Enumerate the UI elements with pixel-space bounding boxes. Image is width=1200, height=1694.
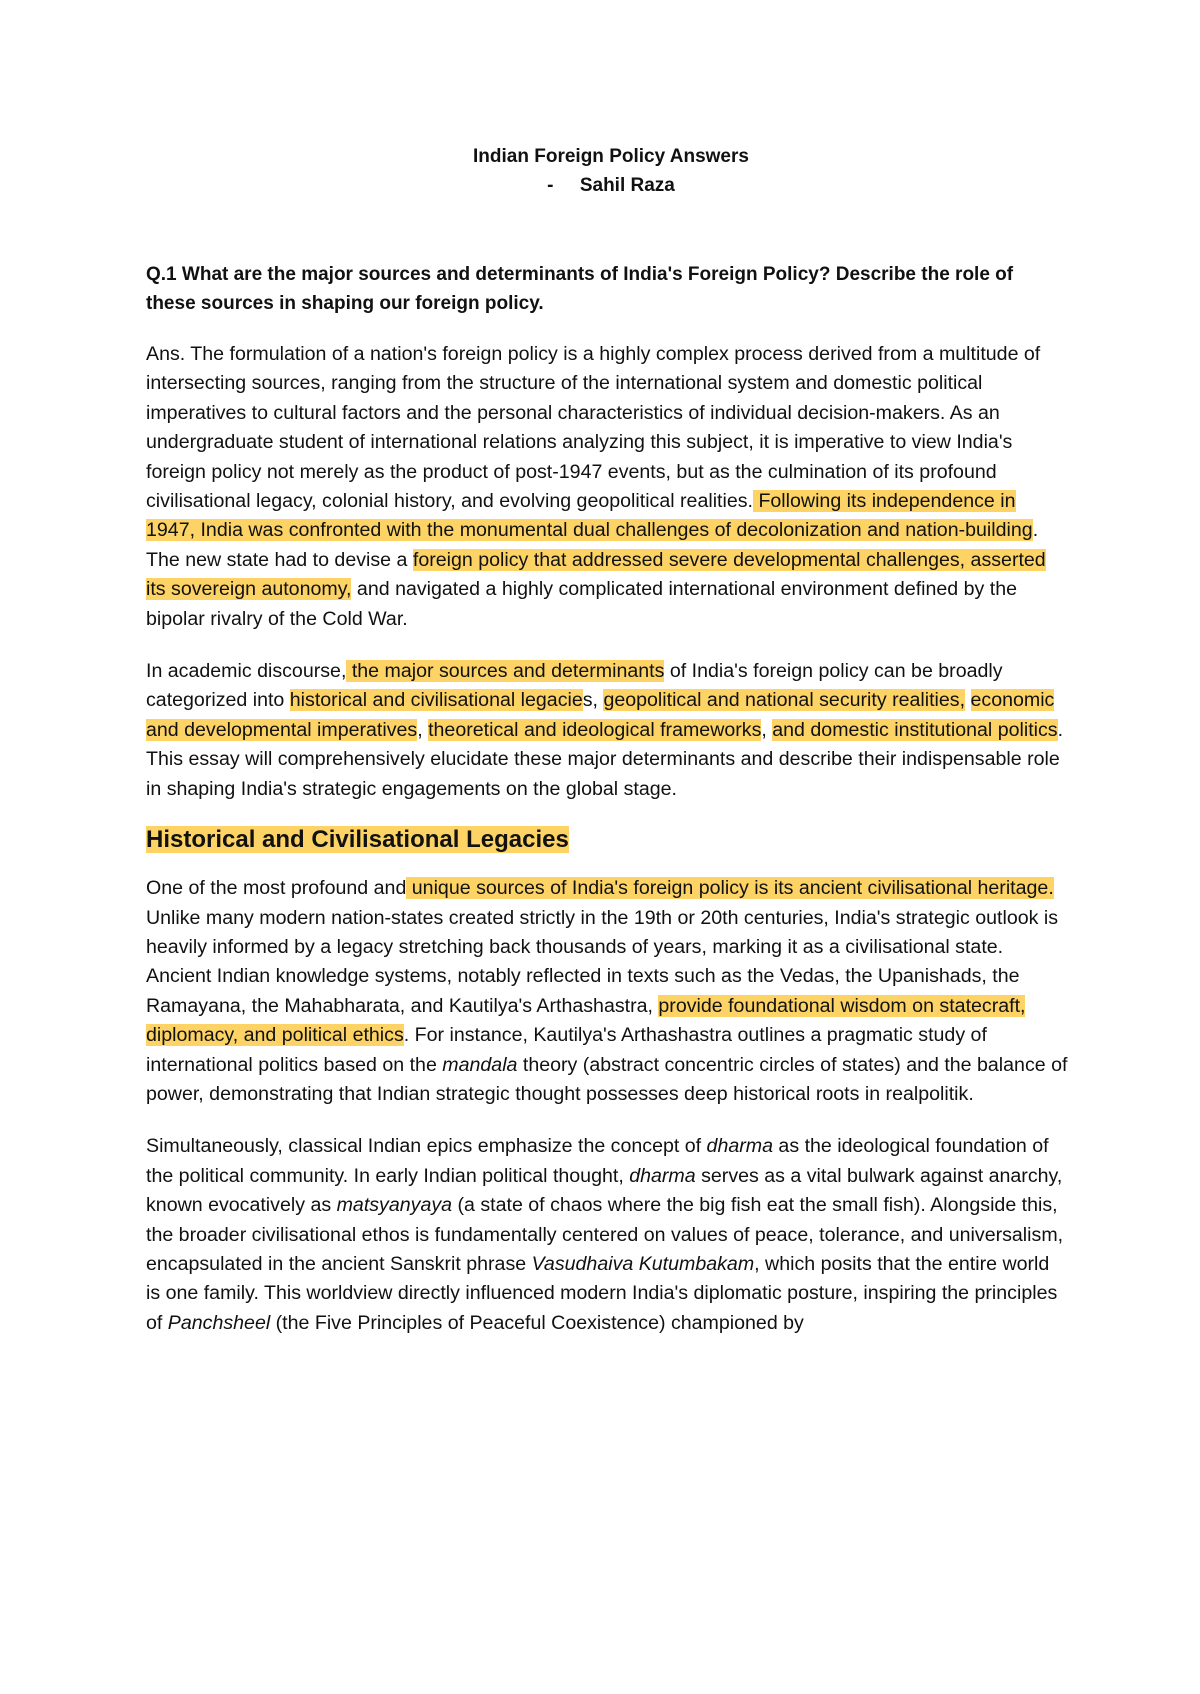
text-span: Unlike many modern nation-states created strictly in the 19th or 20th centuries, India's strategic outlook is heavily informed by a legacy stretching back thousands of years, marking it as a civilisational state. Ancient Indian knowledge systems, notably reflected in texts such as the Vedas, the Upanishads, the Ramayana, the Mahabharata, and Kautilya's Arthashastra, bbox=[146, 906, 1059, 1017]
text-span: and navigated a highly complicated international environment defined by the bipolar rivalry of the Cold War. bbox=[146, 578, 1018, 630]
highlight: historical and civilisational legacie bbox=[289, 689, 583, 712]
highlight: provide foundational wisdom on statecraft, diplomacy, and political ethics bbox=[146, 994, 1026, 1047]
text-span: . This essay will comprehensively elucidate these major determinants and describe their indispensable role in shaping India's strategic engagements on the global stage. bbox=[146, 718, 1064, 800]
text-span bbox=[965, 689, 970, 711]
body-paragraph-3 bbox=[146, 874, 1068, 1109]
highlight: unique sources of India's foreign policy is its ancient civilisational heritage. bbox=[406, 877, 1054, 900]
text-span: (a state of chaos where the big fish eat the small fish). Alongside this, the broader civilisational ethos is fundamentally centered on values of peace, tolerance, and universalism, encapsulated in the ancient Sanskrit phrase bbox=[146, 1194, 1064, 1275]
text-span: as the ideological foundation of the political community. In early Indian political thought, bbox=[146, 1135, 1049, 1187]
text-span: serves as a vital bulwark against anarchy, known evocatively as bbox=[146, 1164, 1063, 1217]
body-paragraph-4 bbox=[146, 1132, 1068, 1338]
text-span: . For instance, Kautilya's Arthashastra outlines a pragmatic study of international politics based on the bbox=[146, 1024, 987, 1076]
text-span: , bbox=[761, 718, 773, 741]
text-span: , bbox=[417, 718, 429, 741]
italic-term: matsyanyaya bbox=[336, 1194, 453, 1217]
italic-term: Vasudhaiva Kutumbakam bbox=[531, 1252, 755, 1275]
text-span: s, bbox=[582, 689, 604, 712]
highlight: economic and developmental imperatives bbox=[146, 689, 1055, 741]
text-span: In academic discourse, bbox=[146, 660, 347, 683]
text-span: theory (abstract concentric circles of states) and the balance of power, demonstrating that Indian strategic thought possesses deep historical roots in realpolitik. bbox=[146, 1053, 1068, 1105]
text-span: (the Five Principles of Peaceful Coexistence) championed by bbox=[270, 1311, 804, 1334]
highlight: Historical and Civilisational Legacies bbox=[146, 826, 569, 854]
text-span: Simultaneously, classical Indian epics emphasize the concept of bbox=[146, 1135, 707, 1158]
highlight: geopolitical and national security realities, bbox=[603, 689, 966, 712]
text-span: of India's foreign policy can be broadly categorized into bbox=[146, 660, 1003, 712]
text-span: One of the most profound and bbox=[146, 877, 407, 900]
highlight: the major sources and determinants bbox=[346, 660, 665, 683]
document-page bbox=[146, 142, 1068, 1338]
text-span: . The new state had to devise a bbox=[146, 519, 1039, 571]
section-heading bbox=[146, 824, 1068, 856]
highlight: and domestic institutional politics bbox=[772, 718, 1058, 741]
italic-term: dharma bbox=[706, 1135, 773, 1158]
italic-term: mandala bbox=[442, 1053, 518, 1076]
italic-term: dharma bbox=[629, 1164, 696, 1187]
question-text: Q.1 What are the major sources and determinants of India's Foreign Policy? Describe the role of these sources in shaping our foreign policy. bbox=[146, 264, 1014, 314]
answer-paragraph-2 bbox=[146, 657, 1068, 804]
highlight: foreign policy that addressed severe developmental challenges, asserted its sovereign autonomy, bbox=[146, 548, 1046, 601]
answer-paragraph-1 bbox=[146, 340, 1068, 634]
text-span: Ans. The formulation of a nation's foreign policy is a highly complex process derived from a multitude of intersecting sources, ranging from the structure of the international system and domestic political imperatives to cultural factors and the personal characteristics of individual decision-makers. As an undergraduate student of international relations analyzing this subject, it is imperative to view India's foreign policy not merely as the product of post-1947 events, but as the culmination of its profound civilisational legacy, colonial history, and evolving geopolitical realities. bbox=[146, 343, 1041, 513]
highlight: theoretical and ideological frameworks bbox=[428, 718, 762, 741]
text-span: , which posits that the entire world is one family. This worldview directly influenced modern India's diplomatic posture, inspiring the principles of bbox=[146, 1252, 1058, 1334]
highlight: Following its independence in 1947, India was confronted with the monumental dual challenges of decolonization and nation-building bbox=[146, 490, 1033, 542]
document-author: - Sahil Raza bbox=[547, 175, 675, 196]
italic-term: Panchsheel bbox=[167, 1311, 271, 1334]
document-title: Indian Foreign Policy Answers bbox=[473, 146, 749, 167]
